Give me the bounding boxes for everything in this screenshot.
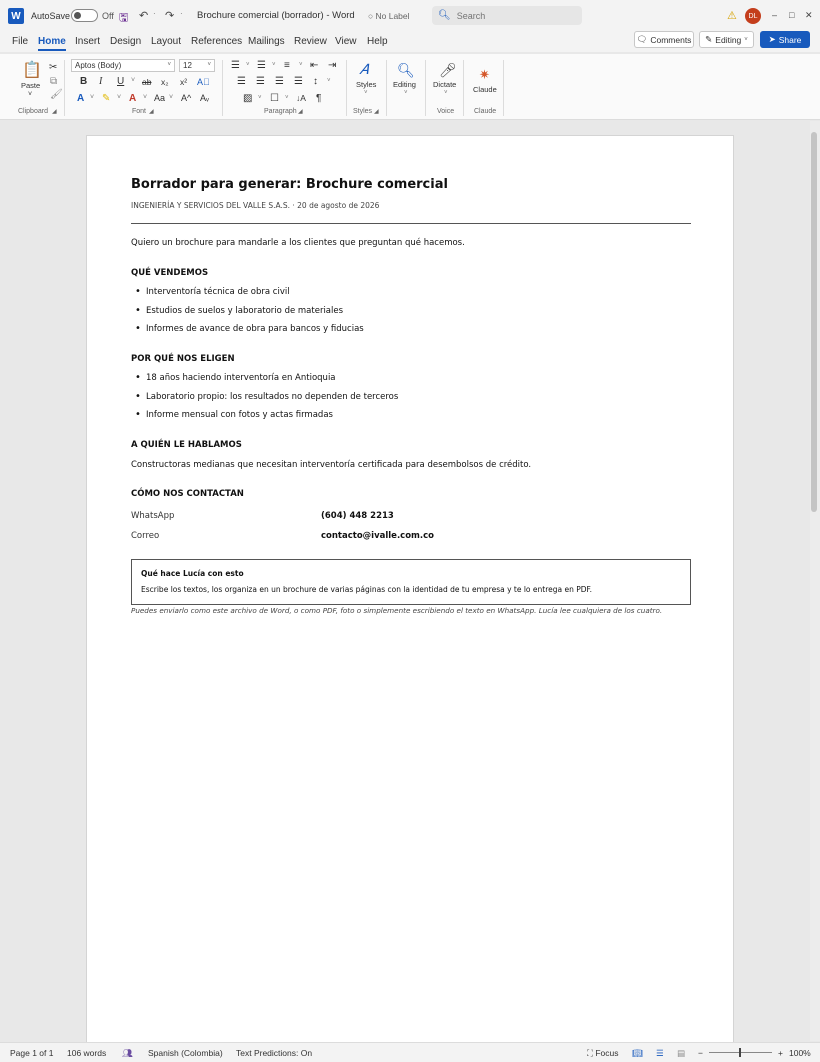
borders-icon[interactable]: ☐ xyxy=(270,93,279,104)
info-box-title: Qué hace Lucía con esto xyxy=(141,569,244,578)
focus-icon: ⛶ xyxy=(587,1048,596,1058)
search-icon: 🔍︎ xyxy=(438,10,451,21)
section-heading-contact: CÓMO NOS CONTACTAN xyxy=(131,489,244,499)
cut-icon[interactable]: ✂ xyxy=(49,62,58,73)
word-count[interactable]: 106 words xyxy=(67,1048,107,1058)
ribbon-divider xyxy=(463,60,464,116)
change-case-dropdown-icon[interactable]: ˅ xyxy=(169,94,174,101)
show-formatting-icon[interactable]: ¶ xyxy=(316,93,322,104)
styles-icon[interactable]: 𝐴 xyxy=(359,63,369,78)
underline-button[interactable]: U xyxy=(117,76,125,87)
align-right-icon[interactable]: ☰ xyxy=(275,76,284,87)
document-page[interactable] xyxy=(86,135,734,1045)
claude-group-label: Claude xyxy=(474,108,497,115)
zoom-level[interactable]: 100% xyxy=(789,1048,811,1058)
change-case-button[interactable]: Aa xyxy=(154,93,166,103)
highlight-dropdown-icon[interactable]: ˅ xyxy=(117,94,122,101)
increase-indent-icon[interactable]: ⇥ xyxy=(328,60,337,71)
text-effects-button[interactable]: A xyxy=(77,93,85,104)
list-item: • Estudios de suelos y laboratorio de materiales xyxy=(146,306,343,316)
section-heading-audience: A QUIÉN LE HABLAMOS xyxy=(131,440,242,450)
list-item: • Laboratorio propio: los resultados no dependen de terceros xyxy=(146,392,398,402)
paragraph-group-label: Paragraph xyxy=(264,108,297,115)
circle-icon: ○ xyxy=(368,11,376,21)
menu-bar xyxy=(0,32,820,52)
bold-button[interactable]: B xyxy=(80,76,88,87)
zoom-out-button[interactable]: − xyxy=(698,1048,703,1058)
web-layout-icon[interactable]: ▤ xyxy=(677,1048,686,1058)
justify-icon[interactable]: ☰ xyxy=(294,76,303,87)
font-size-select[interactable] xyxy=(179,59,215,72)
paste-dropdown-icon[interactable]: ˅ xyxy=(28,91,33,98)
editing-label[interactable]: Editing xyxy=(393,80,416,89)
page-count[interactable]: Page 1 of 1 xyxy=(10,1048,54,1058)
list-item: • Interventoría técnica de obra civil xyxy=(146,287,290,297)
title-bar xyxy=(0,0,820,32)
share-icon: ➤ xyxy=(768,34,776,44)
ribbon-divider xyxy=(222,60,223,116)
info-box xyxy=(131,559,691,605)
format-painter-icon[interactable]: 🖌︎ xyxy=(50,89,63,100)
find-icon[interactable]: 🔍︎ xyxy=(397,62,415,78)
ribbon xyxy=(0,54,820,120)
font-size-value: 12 xyxy=(183,61,192,70)
document-subtitle: INGENIERÍA Y SERVICIOS DEL VALLE S.A.S. · 20 de agosto de 2026 xyxy=(131,201,380,210)
warning-icon[interactable]: ⚠ xyxy=(727,10,737,22)
editing-mode-label: Editing xyxy=(715,34,742,45)
chevron-down-icon: ˅ xyxy=(167,62,171,68)
undo-icon[interactable]: ↶ xyxy=(139,10,149,22)
sort-icon[interactable]: ↓A xyxy=(296,93,306,103)
comments-button[interactable] xyxy=(634,31,694,48)
decrease-indent-icon[interactable]: ⇤ xyxy=(310,60,319,71)
tab-review[interactable]: Review xyxy=(294,36,327,47)
customize-toolbar-icon[interactable]: · xyxy=(180,9,183,18)
copy-icon[interactable]: ⧉ xyxy=(50,76,58,87)
contact-value-email: contacto@ivalle.com.co xyxy=(321,531,435,541)
word-logo-icon: W xyxy=(8,8,24,24)
styles-label[interactable]: Styles xyxy=(356,80,377,89)
ribbon-divider xyxy=(64,60,65,116)
comment-icon: 🗨 xyxy=(636,34,648,44)
styles-dropdown-icon[interactable]: ˅ xyxy=(364,90,368,96)
read-mode-icon[interactable]: 📖︎ xyxy=(632,1048,643,1058)
sensitivity-text: No Label xyxy=(375,11,410,21)
editing-dropdown-icon[interactable]: ˅ xyxy=(404,90,408,96)
font-color-dropdown-icon[interactable]: ˅ xyxy=(143,94,148,101)
zoom-slider-thumb[interactable] xyxy=(739,1048,741,1057)
undo-dropdown-icon[interactable]: · xyxy=(153,9,156,18)
shrink-font-button[interactable]: Aᵥ xyxy=(200,93,209,103)
multilevel-list-icon[interactable]: ≡ xyxy=(284,60,290,71)
font-name-select[interactable] xyxy=(71,59,175,72)
align-left-icon[interactable]: ☰ xyxy=(237,76,246,87)
focus-mode-button[interactable] xyxy=(587,1048,618,1059)
text-predictions[interactable]: Text Predictions: On xyxy=(236,1048,313,1058)
ribbon-divider xyxy=(425,60,426,116)
search-input[interactable] xyxy=(457,11,567,21)
line-spacing-dropdown-icon[interactable]: ˅ xyxy=(327,78,331,84)
share-label: Share xyxy=(778,34,802,45)
font-group-label: Font xyxy=(132,108,147,115)
subscript-button[interactable]: x₂ xyxy=(161,77,169,87)
focus-label: Focus xyxy=(595,1048,619,1058)
microphone-icon[interactable]: 🎤︎ xyxy=(439,62,457,78)
minimize-button[interactable]: – xyxy=(772,10,778,20)
editing-mode-button[interactable] xyxy=(699,31,754,48)
superscript-button[interactable]: x² xyxy=(180,77,188,87)
zoom-in-button[interactable]: + xyxy=(778,1048,783,1058)
underline-dropdown-icon[interactable]: ˅ xyxy=(131,77,136,84)
highlight-button[interactable]: ✎ xyxy=(102,93,111,104)
numbering-icon[interactable]: ☰ xyxy=(257,60,266,71)
scrollbar-thumb[interactable] xyxy=(811,132,817,512)
contact-value-whatsapp: (604) 448 2213 xyxy=(321,511,394,521)
ribbon-divider xyxy=(346,60,347,116)
paragraph-launcher-icon[interactable]: ◢ xyxy=(298,109,303,115)
text-effects-dropdown-icon[interactable]: ˅ xyxy=(90,94,95,101)
section-heading-what-we-sell: QUÉ VENDEMOS xyxy=(131,268,209,278)
tab-design[interactable]: Design xyxy=(110,36,142,47)
share-button[interactable] xyxy=(760,31,810,48)
tab-references[interactable]: References xyxy=(191,36,243,47)
status-bar xyxy=(0,1042,820,1062)
redo-icon[interactable]: ↷ xyxy=(165,10,175,22)
tab-mailings[interactable]: Mailings xyxy=(248,36,285,47)
clipboard-launcher-icon[interactable]: ◢ xyxy=(52,109,57,115)
ribbon-divider xyxy=(386,60,387,116)
audience-text: Constructoras medianas que necesitan interventoría certificada para desembolsos de crédito. xyxy=(131,460,532,470)
strikethrough-button[interactable]: ab xyxy=(142,77,152,87)
dictate-dropdown-icon[interactable]: ˅ xyxy=(444,90,448,96)
close-button[interactable]: ✕ xyxy=(805,10,813,20)
list-item: • Informe mensual con fotos y actas firmadas xyxy=(146,410,333,420)
footnote: Puedes enviarlo como este archivo de Word, o como PDF, foto o simplemente escribiendo el texto en WhatsApp. Lucía lee cualquiera de los cuatro. xyxy=(131,606,663,615)
italic-button[interactable]: I xyxy=(99,76,103,87)
tab-help[interactable]: Help xyxy=(367,36,388,47)
info-box-text: Escribe los textos, los organiza en un brochure de varias páginas con la identidad de tu empresa y te lo entrega en PDF. xyxy=(141,585,593,594)
document-heading: Borrador para generar: Brochure comercial xyxy=(131,177,448,192)
tab-layout[interactable]: Layout xyxy=(151,36,182,47)
document-title[interactable]: Brochure comercial (borrador) - Word xyxy=(197,10,355,21)
ribbon-divider xyxy=(503,60,504,116)
chevron-down-icon: ˅ xyxy=(744,36,748,43)
section-heading-why-us: POR QUÉ NOS ELIGEN xyxy=(131,354,235,364)
list-item: • Informes de avance de obra para bancos y fiducias xyxy=(146,324,364,334)
numbering-dropdown-icon[interactable]: ˅ xyxy=(272,62,276,68)
font-launcher-icon[interactable]: ◢ xyxy=(149,109,154,115)
styles-launcher-icon[interactable]: ◢ xyxy=(374,109,379,115)
comments-label: Comments xyxy=(650,34,692,45)
autosave-toggle[interactable] xyxy=(71,9,98,22)
chevron-down-icon: ˅ xyxy=(207,62,211,68)
sensitivity-label[interactable] xyxy=(368,11,410,21)
contact-label-email: Correo xyxy=(131,531,160,541)
claude-icon[interactable]: ✷ xyxy=(479,67,490,82)
tab-view[interactable]: View xyxy=(335,36,357,47)
avatar[interactable]: DL xyxy=(745,8,761,24)
restore-button[interactable]: □ xyxy=(789,10,795,20)
multilevel-dropdown-icon[interactable]: ˅ xyxy=(299,62,303,68)
tab-insert[interactable]: Insert xyxy=(75,36,101,47)
grow-font-button[interactable]: A^ xyxy=(181,93,192,103)
align-center-icon[interactable]: ☰ xyxy=(256,76,265,87)
print-layout-icon[interactable]: ☰ xyxy=(656,1048,664,1058)
claude-label[interactable]: Claude xyxy=(473,85,497,94)
clear-formatting-button[interactable]: A⃥ xyxy=(197,77,210,87)
search-box[interactable] xyxy=(432,6,582,25)
language[interactable]: Spanish (Colombia) xyxy=(148,1048,223,1058)
bullets-dropdown-icon[interactable]: ˅ xyxy=(246,62,250,68)
accessibility-icon[interactable]: 👥︎ xyxy=(122,1048,133,1058)
clipboard-group-label: Clipboard xyxy=(18,108,48,115)
font-name-value: Aptos (Body) xyxy=(75,61,122,70)
shading-dropdown-icon[interactable]: ˅ xyxy=(258,95,262,101)
list-item: • 18 años haciendo interventoría en Antioquia xyxy=(146,373,336,383)
tab-file[interactable]: File xyxy=(12,36,29,47)
dictate-label[interactable]: Dictate xyxy=(433,80,457,89)
borders-dropdown-icon[interactable]: ˅ xyxy=(285,95,289,101)
bullets-icon[interactable]: ☰ xyxy=(231,60,240,71)
intro-paragraph: Quiero un brochure para mandarle a los clientes que preguntan qué hacemos. xyxy=(131,238,465,248)
tab-home[interactable]: Home xyxy=(38,36,66,47)
line-spacing-icon[interactable]: ↕ xyxy=(313,76,318,87)
pencil-icon: ✎ xyxy=(705,34,713,44)
contact-label-whatsapp: WhatsApp xyxy=(131,511,175,521)
voice-group-label: Voice xyxy=(437,108,455,115)
font-color-button[interactable]: A xyxy=(129,93,137,104)
autosave-state: Off xyxy=(102,11,114,21)
autosave-label: AutoSave xyxy=(31,11,71,21)
paste-icon[interactable]: 📋 xyxy=(22,62,42,79)
shading-icon[interactable]: ▨ xyxy=(243,93,253,104)
save-icon[interactable]: 🖫 xyxy=(119,12,129,24)
styles-group-label: Styles xyxy=(353,108,373,115)
paste-label[interactable]: Paste xyxy=(21,81,41,90)
horizontal-rule xyxy=(131,223,691,224)
